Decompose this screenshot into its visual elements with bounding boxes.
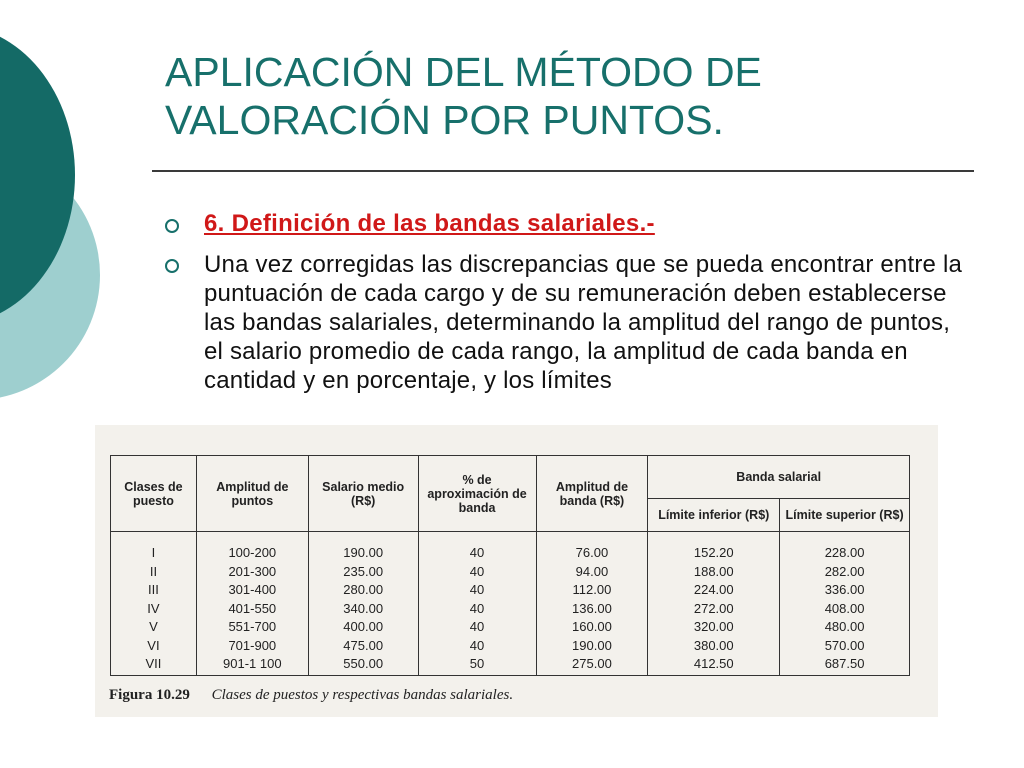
table-cell: 40 — [469, 637, 485, 653]
table-cell: 550.00 — [343, 656, 384, 671]
table-cell: 412.50 — [693, 656, 734, 671]
header-limite-inferior: Límite inferior (R$) — [648, 499, 780, 532]
table-cell: 190.00 — [572, 637, 612, 653]
header-aproximacion: % de aproximación de banda — [418, 456, 536, 532]
table-cell: 112.00 — [572, 582, 612, 597]
section-heading: 6. Definición de las bandas salariales.- — [204, 210, 655, 237]
table-cell: 76.00 — [575, 545, 609, 560]
table-cell: 224.00 — [693, 582, 734, 597]
column-clases — [111, 532, 197, 676]
table-cell: 408.00 — [824, 600, 865, 616]
table-cell: 272.00 — [693, 600, 734, 616]
header-limite-superior: Límite superior (R$) — [780, 499, 910, 532]
table-cell: 100-200 — [228, 545, 277, 560]
table-cell: 136.00 — [572, 600, 612, 616]
table-cell: 475.00 — [343, 637, 384, 653]
table-cell: III — [148, 582, 159, 597]
slide-title — [165, 48, 1005, 144]
table-cell: 40 — [469, 582, 485, 597]
caption-text: Clases de puestos y respectivas bandas salariales. — [211, 687, 514, 703]
table-cell: 235.00 — [343, 563, 384, 579]
bullet-list — [165, 210, 985, 395]
table-cell: 160.00 — [572, 619, 612, 634]
table-cell: 201-300 — [228, 563, 277, 579]
caption-label: Figura 10.29 — [109, 687, 190, 703]
header-amplitud-puntos: Amplitud de puntos — [196, 456, 308, 532]
table-cell: II — [149, 563, 158, 579]
table-cell: 687.50 — [824, 656, 865, 671]
column-limite-inferior — [648, 532, 780, 676]
column-salario-medio — [308, 532, 418, 676]
header-clases: Clases de puesto — [111, 456, 197, 532]
bullet-heading-item — [165, 210, 985, 238]
table-cell: 40 — [469, 619, 485, 634]
table-cell: I — [151, 545, 156, 560]
table-cell: 40 — [469, 563, 485, 579]
table-cell: 480.00 — [824, 619, 865, 634]
table-cell: 190.00 — [343, 545, 384, 560]
table-cell: 551-700 — [228, 619, 277, 634]
table-cell: 320.00 — [693, 619, 734, 634]
table-cell: 400.00 — [343, 619, 384, 634]
table-cell: 228.00 — [824, 545, 865, 560]
table-cell: 380.00 — [693, 637, 734, 653]
table-cell: 275.00 — [572, 656, 612, 671]
table-cell: 282.00 — [824, 563, 865, 579]
table-cell: 570.00 — [824, 637, 865, 653]
table-cell: 340.00 — [343, 600, 384, 616]
column-amplitud-banda — [536, 532, 648, 676]
table-cell: 301-400 — [228, 582, 277, 597]
table-cell: 94.00 — [575, 563, 609, 579]
table-cell: IV — [147, 600, 160, 616]
body-text: Una vez corregidas las discrepancias que se pueda encontrar entre la puntuación de cada cargo y de su remuneración deben establecerse las bandas salariales, determinando la amplitud del rango de puntos, el salario promedio de cada rango, la amplitud de cada banda en cantidad y en porcentaje, y los límites — [204, 251, 963, 394]
bullet-circle-icon — [165, 259, 179, 273]
title-line-1: APLICACIÓN DEL MÉTODO DE — [165, 49, 762, 95]
table-cell: 188.00 — [693, 563, 734, 579]
table-cell: 336.00 — [824, 582, 865, 597]
column-limite-superior — [780, 532, 910, 676]
table-cell: 901-1 100 — [223, 656, 282, 671]
header-salario-medio: Salario medio (R$) — [308, 456, 418, 532]
table-cell: 701-900 — [228, 637, 277, 653]
table-cell: 280.00 — [343, 582, 384, 597]
title-line-2: VALORACIÓN POR PUNTOS. — [165, 97, 724, 143]
table-cell: V — [149, 619, 158, 634]
table-cell: 40 — [469, 545, 485, 560]
table-body-row — [111, 532, 910, 676]
table-cell: VII — [145, 656, 162, 671]
salary-bands-table — [110, 455, 910, 676]
figure-caption — [109, 687, 513, 704]
table-cell: 40 — [469, 600, 485, 616]
table-cell: 50 — [469, 656, 485, 671]
table-cell: VI — [147, 637, 160, 653]
table-cell: 401-550 — [228, 600, 277, 616]
scanned-figure — [95, 425, 938, 717]
column-aproximacion — [418, 532, 536, 676]
column-amplitud-puntos — [196, 532, 308, 676]
table-cell: 152.20 — [693, 545, 734, 560]
header-amplitud-banda: Amplitud de banda (R$) — [536, 456, 648, 532]
header-banda-salarial: Banda salarial — [648, 456, 910, 499]
bullet-circle-icon — [165, 219, 179, 233]
bullet-body-item — [165, 250, 985, 395]
title-divider — [152, 170, 974, 172]
